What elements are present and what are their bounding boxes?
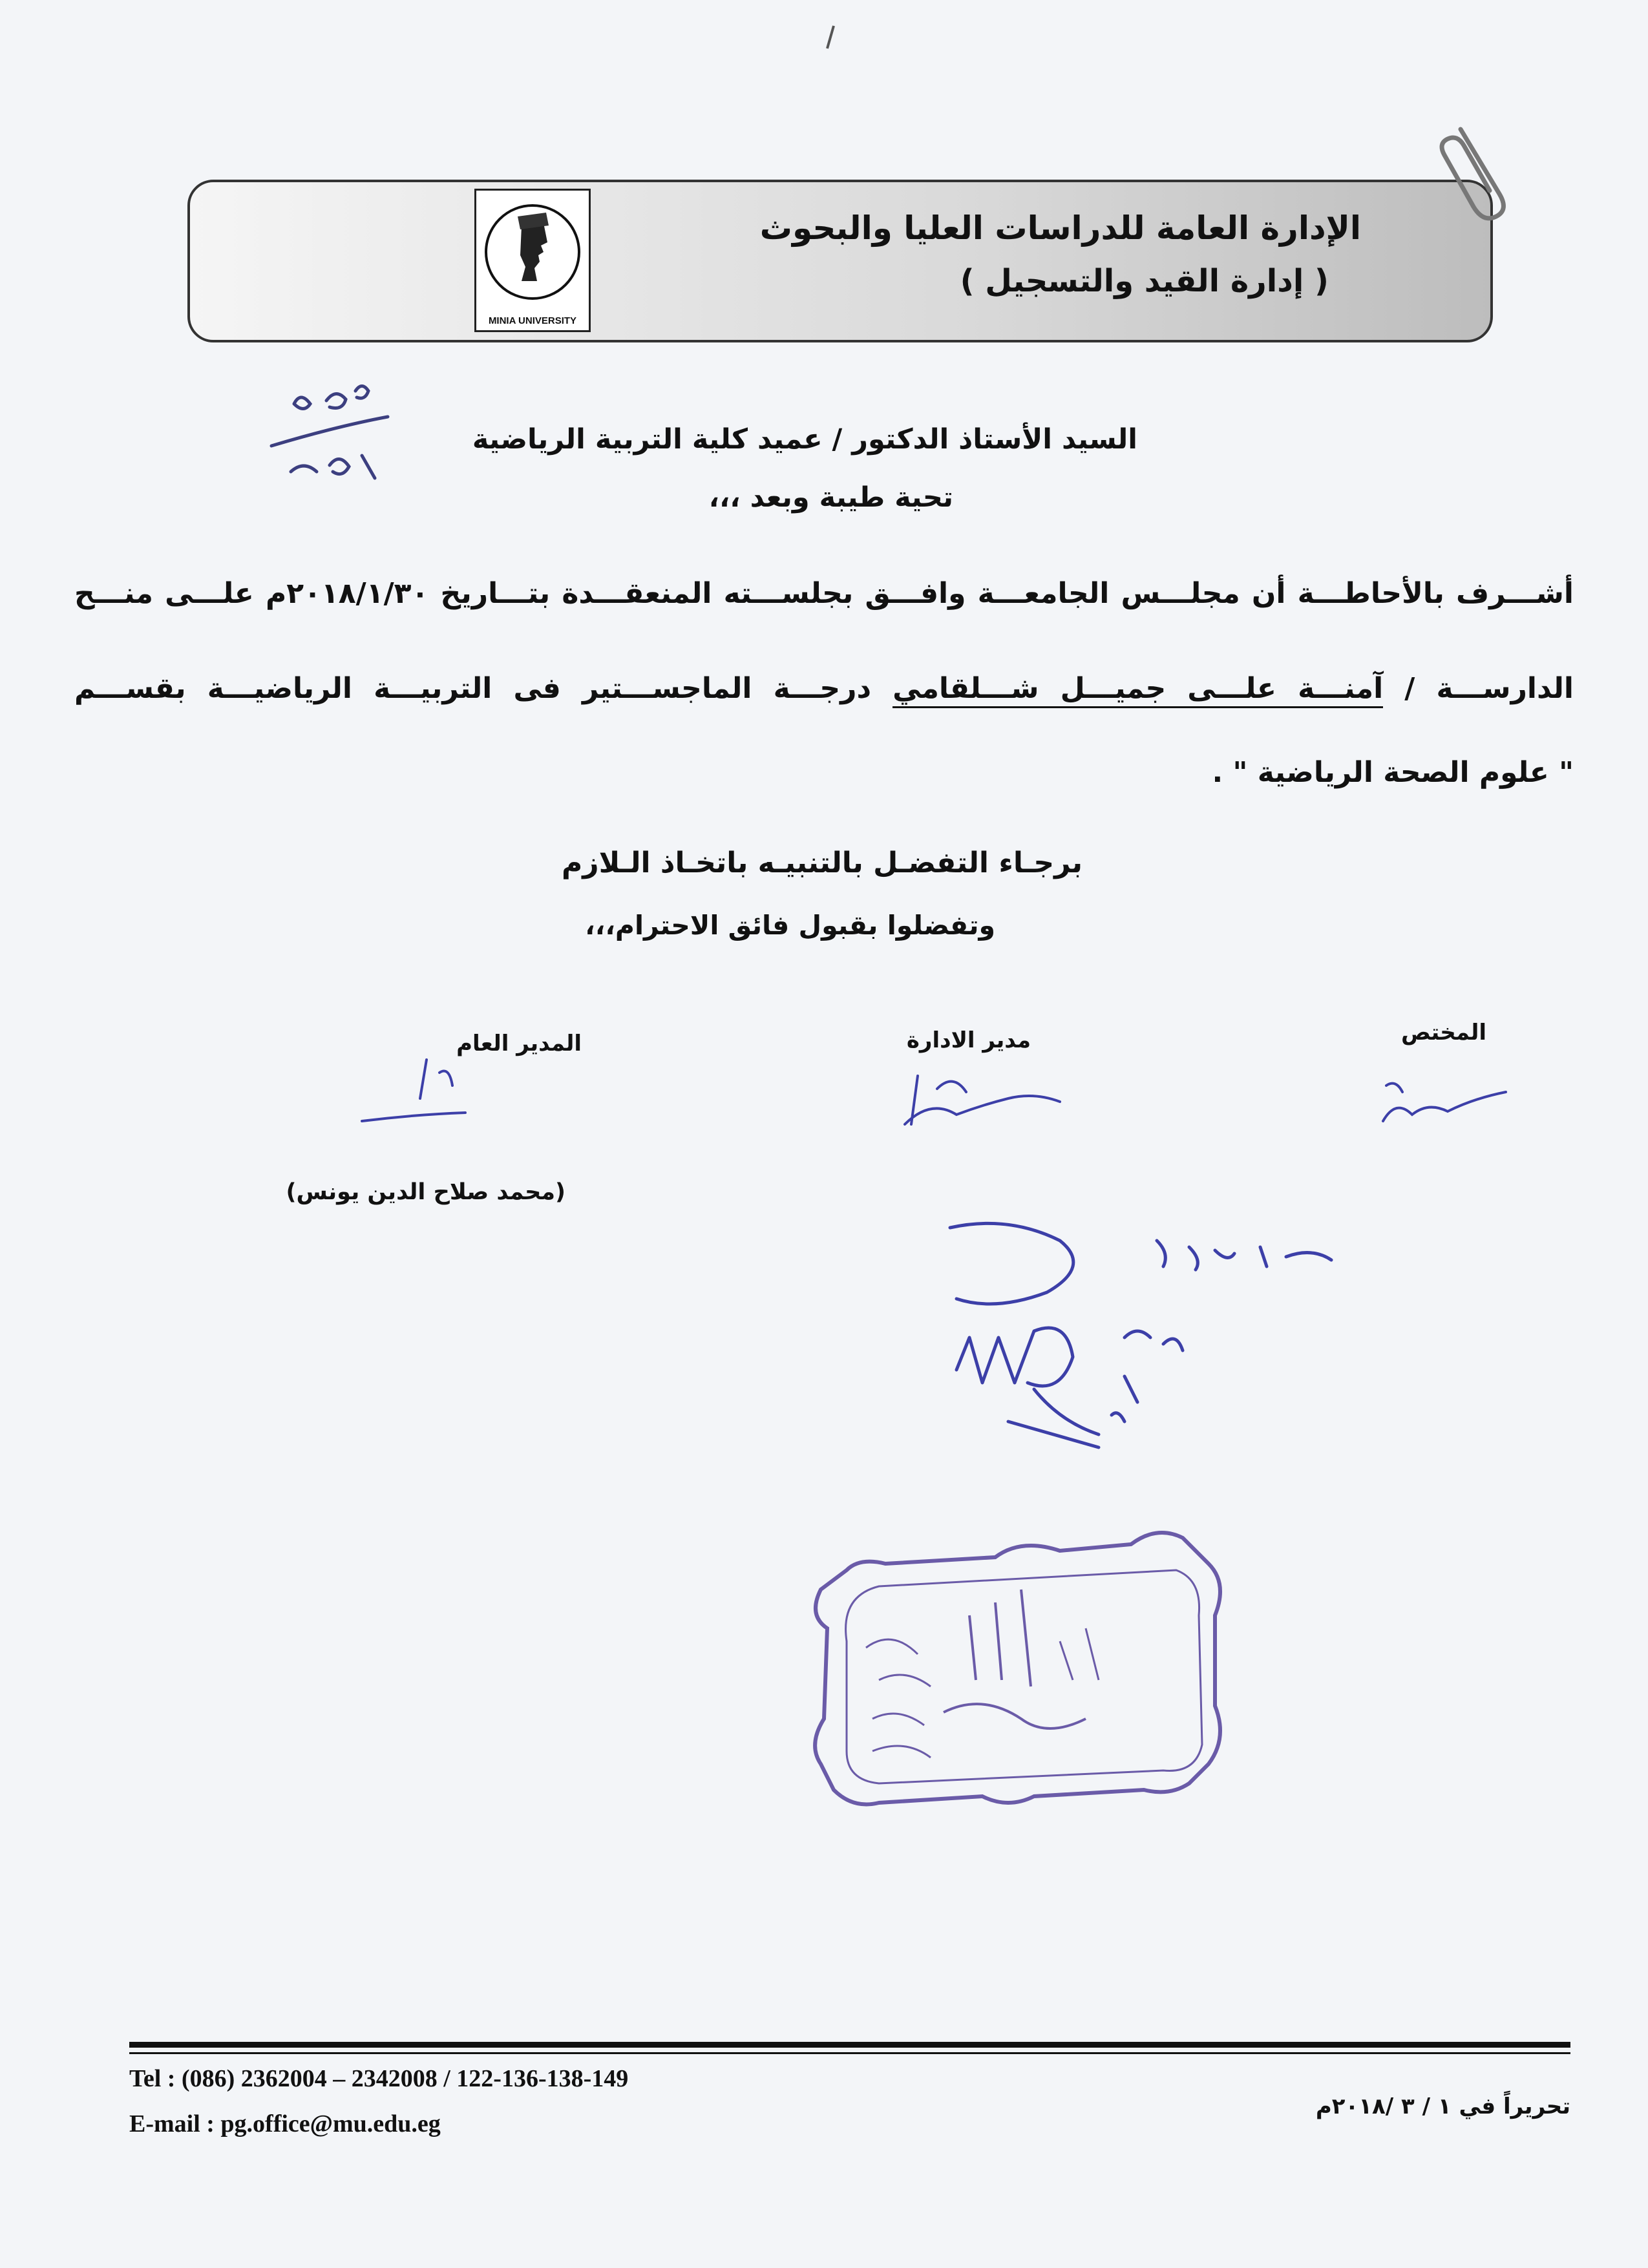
footer-telephone: Tel : (086) 2362004 – 2342008 / 122-136-138-149 <box>129 2065 629 2092</box>
document-date: تحريراً في ١ / ٣ /٢٠١٨م <box>1315 2094 1570 2119</box>
body-line-2-suffix: درجـــة الماجســـتير فى التربيـــة الرياضيـــة بقســـم <box>74 672 893 705</box>
footer-rule-thin <box>129 2052 1570 2054</box>
dean-signature <box>950 1223 1331 1447</box>
regards-line: وتفضلوا بقبول فائق الاحترام،،، <box>585 910 995 941</box>
official-stamp <box>815 1533 1220 1805</box>
addressee-line: السيد الأستاذ الدكتور / عميد كلية التربية الرياضية <box>472 423 1137 456</box>
pen-mark <box>827 26 834 48</box>
general-manager-signature <box>362 1060 465 1121</box>
general-manager-title: المدير العام <box>456 1031 582 1056</box>
paper-clip-icon <box>1442 129 1503 218</box>
general-manager-name: (محمد صلاح الدين يونس) <box>286 1179 565 1205</box>
logo-caption: MINIA UNIVERSITY <box>488 315 577 326</box>
footer-rule-thick <box>129 2042 1570 2048</box>
specialist-signature <box>1383 1084 1506 1121</box>
footer-email: E-mail : pg.office@mu.edu.eg <box>129 2110 441 2137</box>
department-name: " علوم الصحة الرياضية " . <box>1212 756 1574 789</box>
body-line-2-prefix: الدارســـة / <box>1383 672 1574 705</box>
body-line-1: أشـــرف بالأحاطـــة أن مجلـــس الجامعـــة وافـــق بجلســـته المنعقـــدة بتـــاريخ ٢٠١٨/١/٣٠م علـــى منـــح <box>74 577 1574 610</box>
handwritten-reference <box>271 386 388 479</box>
header-title: الإدارة العامة للدراسات العليا والبحوث <box>759 209 1361 247</box>
header-subtitle: ( إدارة القيد والتسجيل ) <box>960 263 1329 299</box>
admin-manager-title: مدير الادارة <box>906 1027 1031 1053</box>
student-name: آمنـــة علـــى جميـــل شـــلقامي <box>893 672 1383 708</box>
admin-manager-signature <box>905 1076 1060 1124</box>
greeting-line: تحية طيبة وبعد ،،، <box>708 481 953 514</box>
request-line: برجـاء التفضـل بالتنبيـه باتخـاذ الـلازم <box>561 846 1083 879</box>
specialist-title: المختص <box>1401 1020 1486 1045</box>
